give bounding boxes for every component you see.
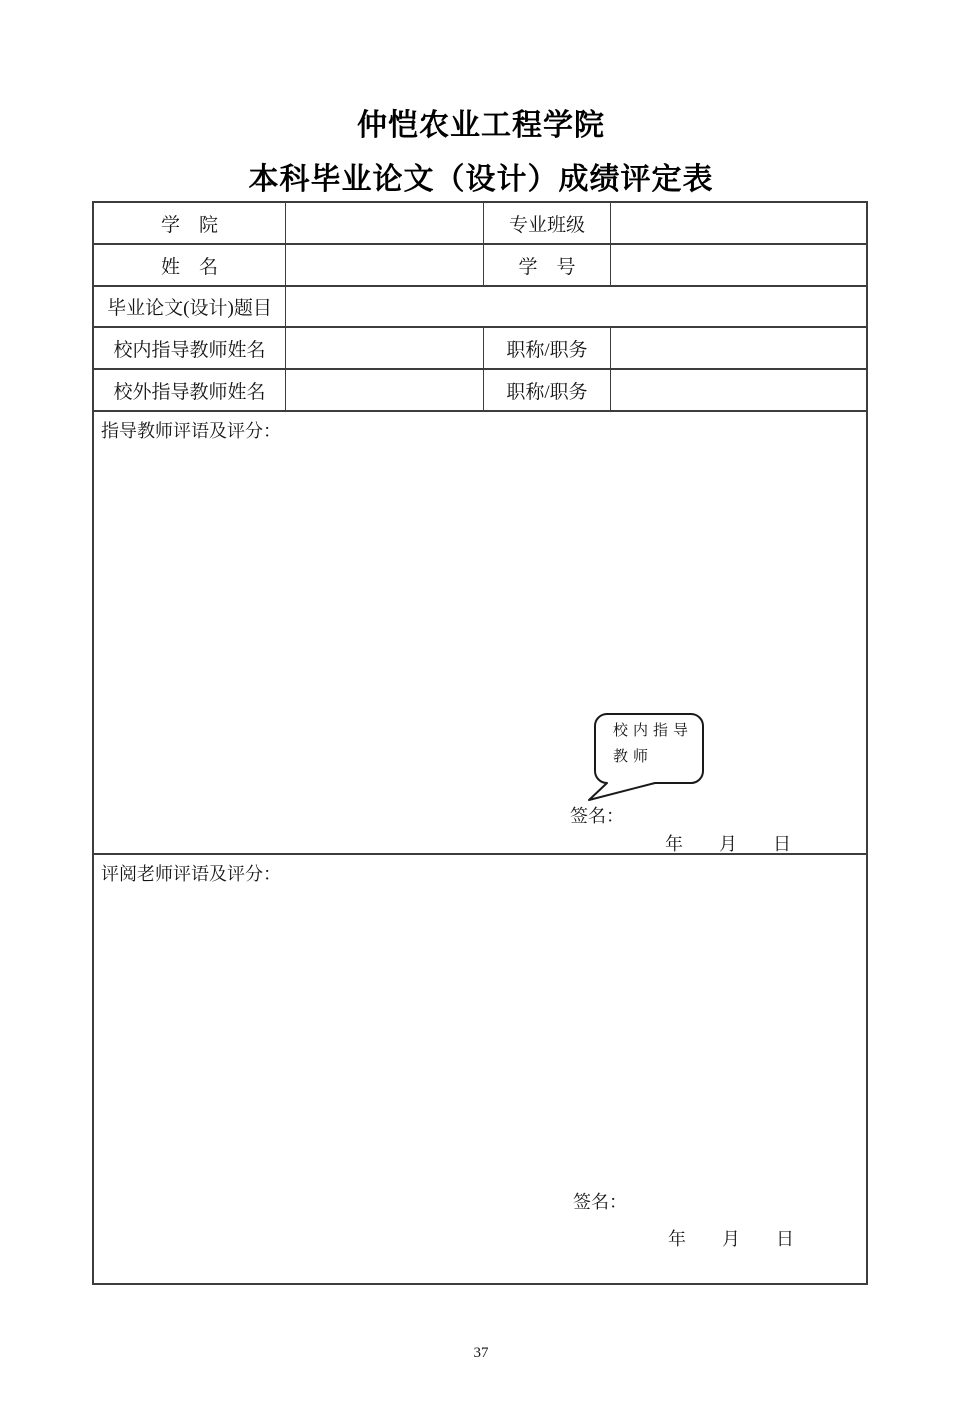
table-row-internal-advisor (94, 328, 866, 370)
page-number: 37 (473, 1345, 489, 1361)
external-title-value-field[interactable] (611, 370, 866, 410)
table-row-name (94, 245, 866, 287)
major-class-value-field[interactable] (611, 203, 866, 243)
reviewer-comment-section (94, 855, 866, 1283)
internal-advisor-value-field[interactable] (286, 328, 484, 368)
internal-title-label: 职称/职务 (484, 328, 611, 368)
college-value-field[interactable] (286, 203, 484, 243)
name-value-field[interactable] (286, 245, 484, 285)
thesis-title-label: 毕业论文(设计)题目 (94, 287, 286, 326)
reviewer-signature-label: 签名： (573, 1192, 627, 1212)
external-title-label: 职称/职务 (484, 370, 611, 410)
table-row-thesis-title (94, 287, 866, 328)
bubble-line2: 教师 (613, 749, 654, 765)
university-title: 仲恺农业工程学院 (357, 109, 605, 142)
major-class-label: 专业班级 (484, 203, 611, 243)
external-advisor-label: 校外指导教师姓名 (94, 370, 286, 410)
external-advisor-value-field[interactable] (286, 370, 484, 410)
internal-advisor-label: 校内指导教师姓名 (94, 328, 286, 368)
reviewer-comment-area[interactable] (94, 889, 866, 1163)
student-id-label: 学 号 (484, 245, 611, 285)
internal-title-value-field[interactable] (611, 328, 866, 368)
student-id-value-field[interactable] (611, 245, 866, 285)
table-row-college (94, 203, 866, 245)
reviewer-date-line: 年 月 日 (668, 1229, 794, 1249)
advisor-signature-label: 签名： (570, 806, 624, 826)
advisor-comment-area[interactable] (94, 446, 866, 733)
table-row-external-advisor (94, 370, 866, 412)
college-label: 学 院 (94, 203, 286, 243)
name-label: 姓 名 (94, 245, 286, 285)
form-title: 本科毕业论文（设计）成绩评定表 (248, 163, 714, 196)
advisor-date-line: 年 月 日 (665, 834, 791, 854)
advisor-section-heading: 指导教师评语及评分： (101, 421, 281, 441)
speech-bubble-text (613, 718, 705, 770)
advisor-comment-section (94, 412, 866, 855)
reviewer-section-heading: 评阅老师评语及评分： (101, 864, 281, 884)
thesis-title-value-field[interactable] (286, 287, 866, 326)
evaluation-form-table (92, 201, 868, 1285)
bubble-line1: 校内指导 (613, 723, 694, 739)
